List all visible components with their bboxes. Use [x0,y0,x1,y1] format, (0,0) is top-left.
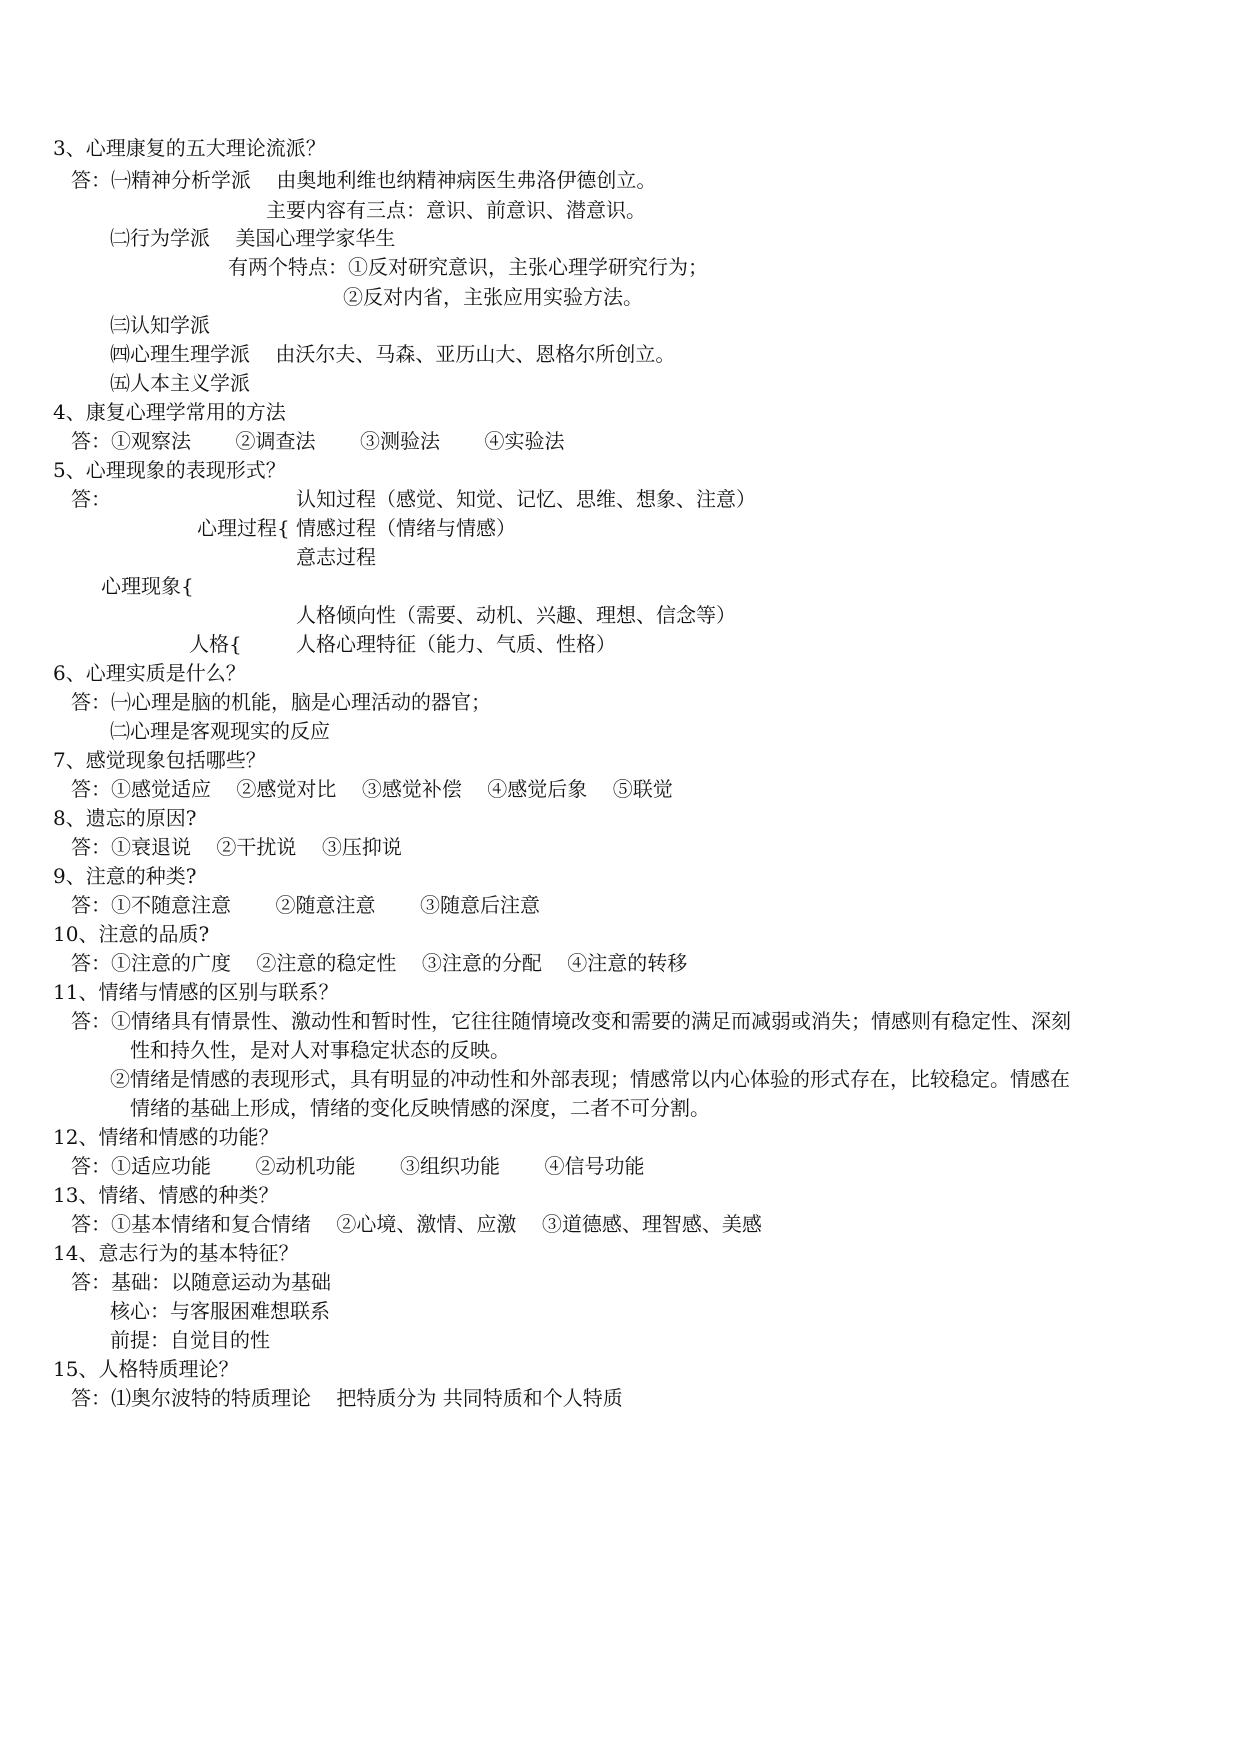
question-9-answer: 答：①不随意注意 ②随意注意 ③随意后注意 [71,893,541,917]
question-5-answer-label: 答： [71,487,111,511]
question-7-answer: 答：①感觉适应 ②感觉对比 ③感觉补偿 ④感觉后象 ⑤联觉 [71,777,673,801]
question-11-title: 11、情绪与情感的区别与联系？ [53,980,339,1004]
question-3-answer-1: 答：㈠精神分析学派 由奥地利维也纳精神病医生弗洛伊德创立。 [71,168,657,192]
question-3-answer-1-detail: 主要内容有三点：意识、前意识、潜意识。 [266,198,646,222]
question-3-answer-2-detail-1: 有两个特点：①反对研究意识，主张心理学研究行为； [228,255,708,279]
question-14-title: 14、意志行为的基本特征？ [53,1241,299,1265]
question-4-title: 4、康复心理学常用的方法 [53,400,286,424]
question-15-title: 15、人格特质理论？ [53,1357,239,1381]
question-13-answer: 答：①基本情绪和复合情绪 ②心境、激情、应激 ③道德感、理智感、美感 [71,1212,762,1236]
question-12-title: 12、情绪和情感的功能？ [53,1125,279,1149]
question-3-answer-2: ㈡行为学派 美国心理学家华生 [110,226,396,250]
question-11-answer-2-cont: 情绪的基础上形成，情绪的变化反映情感的深度，二者不可分割。 [130,1096,710,1120]
question-11-answer-2: ②情绪是情感的表现形式，具有明显的冲动性和外部表现；情感常以内心体验的形式存在，比较稳定。情感在 [110,1067,1070,1091]
question-5-title: 5、心理现象的表现形式？ [53,458,286,482]
question-10-answer: 答：①注意的广度 ②注意的稳定性 ③注意的分配 ④注意的转移 [71,951,688,975]
question-3-answer-4: ㈣心理生理学派 由沃尔夫、马森、亚历山大、恩格尔所创立。 [110,342,676,366]
question-3-answer-3: ㈢认知学派 [110,313,210,337]
question-14-answer-1: 答：基础：以随意运动为基础 [71,1270,331,1294]
question-5-cognition: 认知过程（感觉、知觉、记忆、思维、想象、注意） [296,487,756,511]
question-5-emotion: 情感过程（情绪与情感） [296,516,516,540]
question-11-answer-1-cont: 性和持久性，是对人对事稳定状态的反映。 [130,1038,510,1062]
question-3-answer-5: ㈤人本主义学派 [110,371,250,395]
question-5-tendency: 人格倾向性（需要、动机、兴趣、理想、信念等） [296,603,736,627]
question-5-traits: 人格心理特征（能力、气质、性格） [296,632,616,656]
question-8-title: 8、遗忘的原因? [53,806,197,830]
question-5-process-label: 心理过程{ [197,516,290,540]
question-14-answer-3: 前提：自觉目的性 [110,1328,270,1352]
question-9-title: 9、注意的种类? [53,864,197,888]
question-10-title: 10、注意的品质? [53,922,210,946]
question-3-answer-2-detail-2: ②反对内省，主张应用实验方法。 [343,285,643,309]
question-6-answer-2: ㈡心理是客观现实的反应 [110,719,330,743]
question-12-answer: 答：①适应功能 ②动机功能 ③组织功能 ④信号功能 [71,1154,645,1178]
question-5-phenomenon-label: 心理现象{ [101,574,194,598]
question-7-title: 7、感觉现象包括哪些？ [53,748,266,772]
question-8-answer: 答：①衰退说 ②干扰说 ③压抑说 [71,835,402,859]
question-15-answer: 答：⑴奥尔波特的特质理论 把特质分为 共同特质和个人特质 [71,1386,623,1410]
question-6-title: 6、心理实质是什么？ [53,661,246,685]
question-5-will: 意志过程 [296,545,376,569]
question-14-answer-2: 核心：与客服困难想联系 [110,1299,330,1323]
question-13-title: 13、情绪、情感的种类？ [53,1183,279,1207]
question-6-answer-1: 答：㈠心理是脑的机能，脑是心理活动的器官； [71,690,491,714]
question-4-answer: 答：①观察法 ②调查法 ③测验法 ④实验法 [71,429,565,453]
question-3-title: 3、心理康复的五大理论流派？ [53,136,326,160]
question-5-personality-label: 人格{ [189,632,242,656]
question-11-answer-1: 答：①情绪具有情景性、激动性和暂时性，它往往随情境改变和需要的满足而减弱或消失；情感则有稳定性、深刻 [71,1009,1071,1033]
